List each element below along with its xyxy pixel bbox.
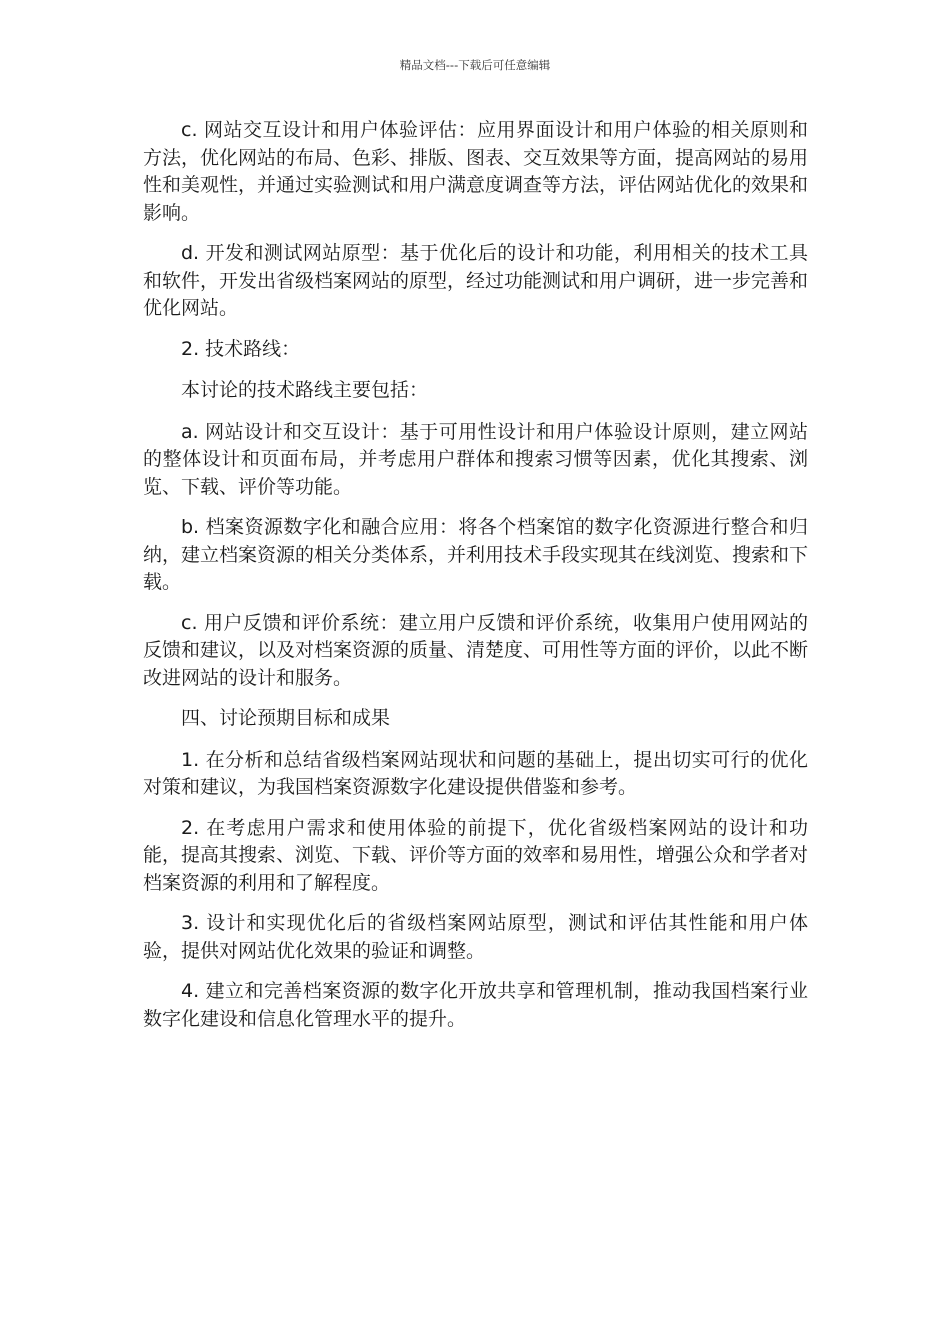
paragraph-goal-2: 2. 在考虑用户需求和使用体验的前提下，优化省级档案网站的设计和功能，提高其搜索、浏览、下载、评价等方面的效率和易用性，增强公众和学者对档案资源的利用和了解程度。	[143, 816, 809, 894]
document-body	[143, 117, 808, 1046]
paragraph-goal-1: 1. 在分析和总结省级档案网站现状和问题的基础上，提出切实可行的优化对策和建议，为我国档案资源数字化建设提供借鉴和参考。	[143, 748, 808, 798]
section-heading-technical-route: 2. 技术路线：	[181, 337, 301, 360]
paragraph-resource-digitization: b. 档案资源数字化和融合应用：将各个档案馆的数字化资源进行整合和归纳，建立档案资源的相关分类体系，并利用技术手段实现其在线浏览、搜索和下载。	[143, 516, 809, 593]
paragraph-website-interaction-design: c. 网站交互设计和用户体验评估：应用界面设计和用户体验的相关原则和方法，优化网站的布局、色彩、排版、图表、交互效果等方面，提高网站的易用性和美观性，并通过实验测试和用户满意度调查等方法，评估网站优化的效果和影响。	[143, 119, 809, 224]
paragraph-site-interaction-design: a. 网站设计和交互设计：基于可用性设计和用户体验设计原则，建立网站的整体设计和页面布局，并考虑用户群体和搜索习惯等因素，优化其搜索、浏览、下载、评价等功能。	[143, 420, 808, 498]
paragraph-goal-3: 3. 设计和实现优化后的省级档案网站原型，测试和评估其性能和用户体验，提供对网站优化效果的验证和调整。	[143, 912, 808, 962]
paragraph-feedback-system: c. 用户反馈和评价系统：建立用户反馈和评价系统，收集用户使用网站的反馈和建议，以及对档案资源的质量、清楚度、可用性等方面的评价，以此不断改进网站的设计和服务。	[143, 611, 809, 689]
page-header: 精品文档---下载后可任意编辑	[399, 58, 551, 72]
section-heading-expected-goals: 四、讨论预期目标和成果	[181, 707, 391, 729]
paragraph-goal-4: 4. 建立和完善档案资源的数字化开放共享和管理机制，推动我国档案行业数字化建设和信息化管理水平的提升。	[143, 980, 808, 1030]
paragraph-prototype-development: d. 开发和测试网站原型：基于优化后的设计和功能，利用相关的技术工具和软件，开发出省级档案网站的原型，经过功能测试和用户调研，进一步完善和优化网站。	[143, 242, 809, 319]
paragraph-technical-route-intro: 本讨论的技术路线主要包括：	[181, 379, 429, 401]
